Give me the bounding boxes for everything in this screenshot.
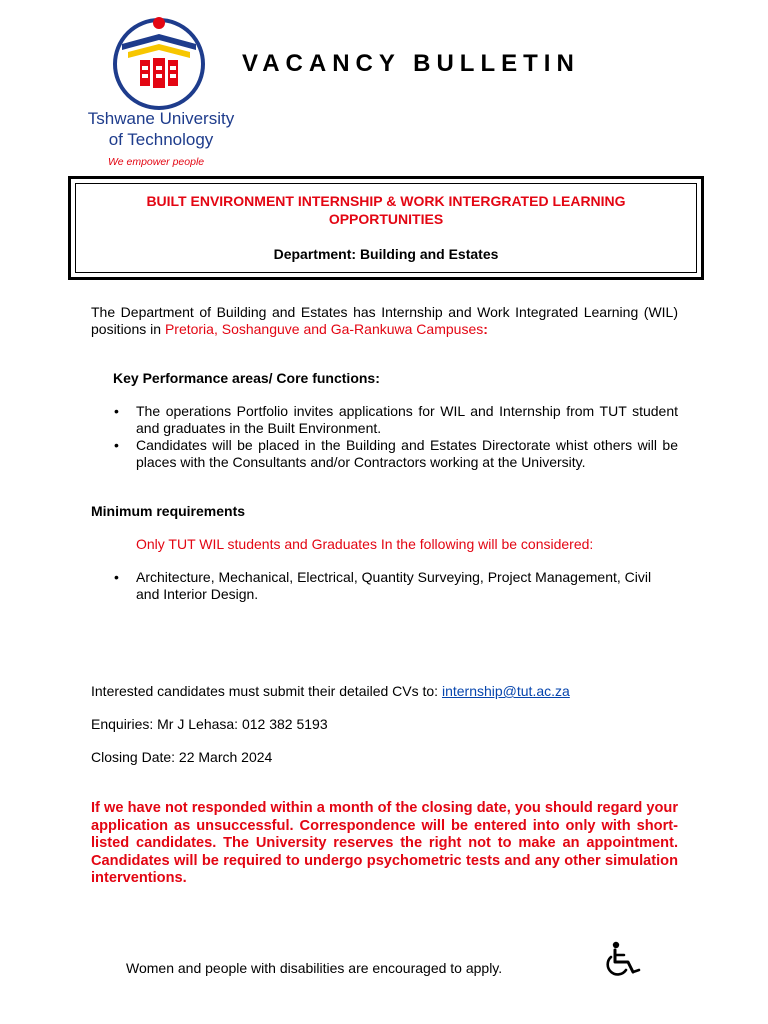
intro-paragraph: [91, 304, 678, 338]
bullet-icon: •: [114, 569, 119, 585]
requirements-heading: Minimum requirements: [91, 503, 246, 519]
kpa-heading: Key Performance areas/ Core functions:: [113, 370, 380, 386]
title-box-inner-border: [75, 183, 697, 273]
university-name-line1: Tshwane University: [87, 109, 235, 128]
opportunity-title: [76, 192, 696, 228]
list-item: [114, 403, 678, 437]
university-name: [76, 108, 246, 150]
list-item: [114, 569, 678, 603]
list-item-text: Candidates will be placed in the Building and Estates Directorate whist others will be places with the Consultants and/or Contractors working at the University.: [136, 437, 678, 470]
university-logo-icon: [108, 14, 210, 110]
submit-instructions: [91, 683, 570, 699]
opportunity-title-line1: BUILT ENVIRONMENT INTERNSHIP & WORK INTERGRATED LEARNING: [146, 193, 626, 209]
title-box: [68, 176, 704, 280]
enquiries-line: Enquiries: Mr J Lehasa: 012 382 5193: [91, 716, 328, 732]
submit-text: Interested candidates must submit their detailed CVs to:: [91, 683, 442, 699]
list-item-text: Architecture, Mechanical, Electrical, Quantity Surveying, Project Management, Civil and Interior Design.: [136, 569, 652, 602]
disclaimer-paragraph: If we have not responded within a month of the closing date, you should regard your application as unsuccessful. Correspondence will be entered into only with short-listed candidates. The University reserves the right not to make an appointment. Candidates will be required to undergo psychometric tests and any other simulation interventions.: [91, 800, 678, 886]
university-tagline: We empower people: [108, 156, 205, 168]
email-link[interactable]: internship@tut.ac.za: [441, 683, 570, 699]
bullet-icon: •: [114, 403, 119, 419]
department-label: Department: Building and Estates: [273, 246, 499, 262]
campus-list: Pretoria, Soshanguve and Ga-Rankuwa Campuses: [164, 321, 484, 337]
university-name-line2: of Technology: [108, 130, 214, 149]
list-item: [114, 437, 678, 471]
disciplines-list: [114, 569, 678, 603]
requirements-note: Only TUT WIL students and Graduates In the following will be considered:: [136, 536, 594, 552]
closing-date: Closing Date: 22 March 2024: [91, 749, 273, 765]
wheelchair-icon: [604, 940, 642, 978]
intro-text: The Department of Building and Estates has Internship and Work Integrated Learning (WIL) positions in: [91, 304, 678, 337]
equity-statement: Women and people with disabilities are encouraged to apply.: [126, 960, 503, 976]
intro-colon: :: [483, 321, 488, 337]
bulletin-title: VACANCY BULLETIN: [242, 50, 580, 77]
bullet-icon: •: [114, 437, 119, 453]
opportunity-title-line2: OPPORTUNITIES: [328, 211, 444, 227]
list-item-text: The operations Portfolio invites applications for WIL and Internship from TUT student and graduates in the Built Environment.: [136, 403, 678, 436]
kpa-list: [114, 403, 678, 471]
